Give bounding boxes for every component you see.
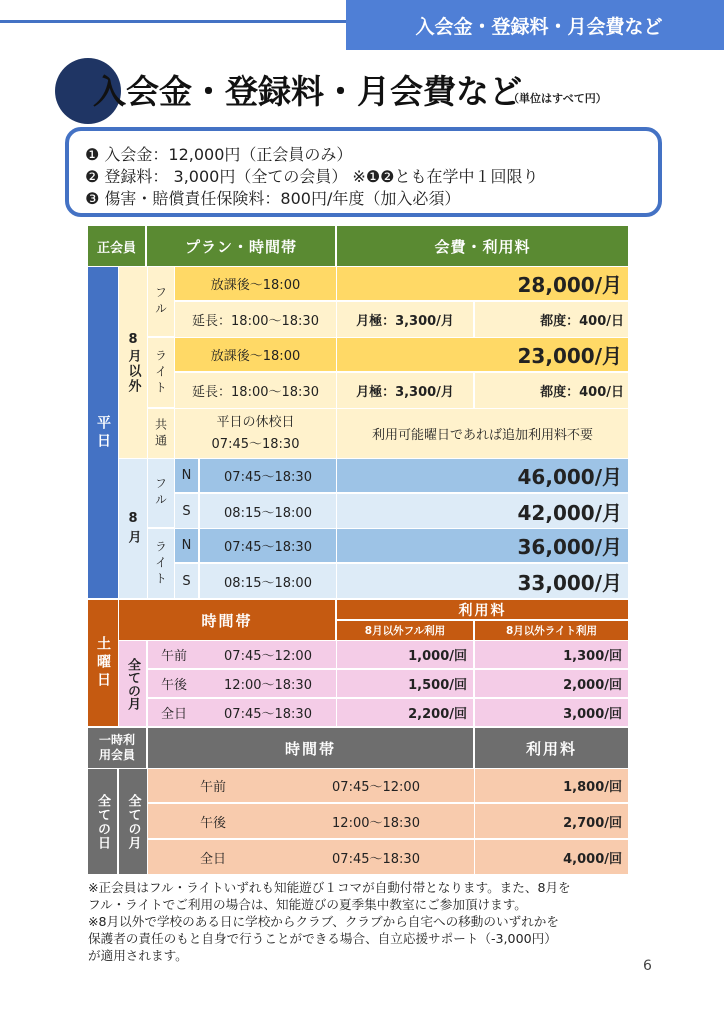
august-lite-n-code: N xyxy=(175,529,199,563)
saturday-morning-time: 07:45～12:00 xyxy=(200,641,336,669)
august-full-s-price: 42,000/月 xyxy=(337,494,628,528)
august-full-n-time: 07:45～18:30 xyxy=(200,459,336,493)
temporary-fullday-time: 07:45～18:30 xyxy=(278,840,474,874)
temporary-member-label: 一時利用会員 xyxy=(88,728,147,768)
saturday-header-lite: 8月以外ライト利用 xyxy=(475,621,628,640)
footnote-2-line-1: ※8月以外で学校のある日に学校からクラブ、クラブから自宅への移動のいずれかを xyxy=(88,914,559,929)
fee-info-box xyxy=(65,127,662,217)
full-extension-per-use: 都度：400/日 xyxy=(475,302,628,337)
school-holiday-time: 07:45～18:30 xyxy=(211,436,300,452)
august-label: 8月 xyxy=(119,459,147,598)
temporary-all-month-label: 全ての月 xyxy=(119,769,147,874)
saturday-morning-full-fee: 1,000/回 xyxy=(337,641,474,669)
saturday-fullday-label: 全日 xyxy=(148,699,200,726)
august-full-n-code: N xyxy=(175,459,199,493)
full-monthly-price: 28,000/月 xyxy=(337,267,628,301)
temporary-morning-fee: 1,800/回 xyxy=(475,769,628,803)
all-days-label: 全ての日 xyxy=(88,769,118,874)
top-rule xyxy=(0,20,350,23)
footnote-2-line-2: 保護者の責任のもと自身で行うことができる場合、自立応援サポート（-3,000円） xyxy=(88,931,557,946)
saturday-morning-label: 午前 xyxy=(148,641,200,669)
saturday-all-month-label: 全ての月 xyxy=(119,641,147,726)
saturday-afternoon-label: 午後 xyxy=(148,670,200,698)
august-lite-s-code: S xyxy=(175,564,199,598)
page-number: 6 xyxy=(643,958,652,974)
footnotes xyxy=(88,879,668,964)
temporary-header-time: 時間帯 xyxy=(148,728,474,768)
lite-extension-per-use: 都度：400/日 xyxy=(475,373,628,408)
temporary-afternoon-time: 12:00～18:30 xyxy=(278,804,474,839)
temporary-morning-time: 07:45～12:00 xyxy=(278,769,474,803)
footnote-2-line-3: が適用されます。 xyxy=(88,948,188,963)
school-holiday-label: 平日の休校日 xyxy=(216,414,295,430)
saturday-label: 土曜日 xyxy=(88,600,118,726)
lite-monthly-price: 23,000/月 xyxy=(337,338,628,372)
august-full-n-price: 46,000/月 xyxy=(337,459,628,493)
temporary-afternoon-fee: 2,700/回 xyxy=(475,804,628,839)
saturday-header-full: 8月以外フル利用 xyxy=(337,621,474,640)
not-august-label: 8月以外 xyxy=(119,267,147,458)
temporary-header-fee: 利用料 xyxy=(475,728,628,768)
lite-extension-time: 延長：18:00～18:30 xyxy=(175,373,336,408)
saturday-header-time: 時間帯 xyxy=(119,600,336,640)
lite-extension-monthly: 月極：3,300/月 xyxy=(337,373,474,408)
saturday-header-fee: 利用料 xyxy=(337,600,628,620)
full-extension-time: 延長：18:00～18:30 xyxy=(175,302,336,337)
august-lite-label: ライト xyxy=(148,529,174,598)
school-holiday-cell xyxy=(175,409,336,458)
august-lite-s-price: 33,000/月 xyxy=(337,564,628,598)
page-title: 入会金・登録料・月会費など xyxy=(93,72,522,111)
insurance-fee-line: ❸ 傷害・賠償責任保険料：800円/年度（加入必須） xyxy=(85,189,461,208)
saturday-fullday-lite-fee: 3,000/回 xyxy=(475,699,628,726)
footnote-1-line-2: フル・ライトでご利用の場合は、知能遊びの夏季集中教室にご参加頂けます。 xyxy=(88,897,527,912)
saturday-fullday-full-fee: 2,200/回 xyxy=(337,699,474,726)
lite-plan-label: ライト xyxy=(148,338,174,408)
august-full-s-time: 08:15～18:00 xyxy=(200,494,336,528)
registration-fee-line: ❷ 登録料： 3,000円（全ての会員） ※❶❷とも在学中１回限り xyxy=(85,167,539,186)
school-holiday-note: 利用可能曜日であれば追加利用料不要 xyxy=(337,409,628,458)
header-band: 入会金・登録料・月会費など xyxy=(346,0,724,50)
saturday-afternoon-full-fee: 1,500/回 xyxy=(337,670,474,698)
saturday-morning-lite-fee: 1,300/回 xyxy=(475,641,628,669)
august-lite-s-time: 08:15～18:00 xyxy=(200,564,336,598)
august-full-label: フル xyxy=(148,459,174,528)
unit-note: （単位はすべて円） xyxy=(508,92,607,105)
saturday-afternoon-lite-fee: 2,000/回 xyxy=(475,670,628,698)
temporary-fullday-fee: 4,000/回 xyxy=(475,840,628,874)
full-extension-monthly: 月極：3,300/月 xyxy=(337,302,474,337)
common-label: 共通 xyxy=(148,409,174,458)
august-full-s-code: S xyxy=(175,494,199,528)
lite-after-school-time: 放課後～18:00 xyxy=(175,338,336,372)
temporary-fullday-label: 全日 xyxy=(148,840,278,874)
header-plan-time: プラン・時間帯 xyxy=(147,226,336,266)
header-fee: 会費・利用料 xyxy=(337,226,628,266)
august-lite-n-price: 36,000/月 xyxy=(337,529,628,563)
full-plan-label: フル xyxy=(148,267,174,337)
august-lite-n-time: 07:45～18:30 xyxy=(200,529,336,563)
header-member-type: 正会員 xyxy=(88,226,146,266)
temporary-afternoon-label: 午後 xyxy=(148,804,278,839)
saturday-afternoon-time: 12:00～18:30 xyxy=(200,670,336,698)
entrance-fee-line: ❶ 入会金：12,000円（正会員のみ） xyxy=(85,145,353,164)
full-after-school-time: 放課後～18:00 xyxy=(175,267,336,301)
footnote-1-line-1: ※正会員はフル・ライトいずれも知能遊び１コマが自動付帯となります。また、8月を xyxy=(88,880,571,895)
weekday-label: 平日 xyxy=(88,267,118,598)
saturday-fullday-time: 07:45～18:30 xyxy=(200,699,336,726)
temporary-morning-label: 午前 xyxy=(148,769,278,803)
